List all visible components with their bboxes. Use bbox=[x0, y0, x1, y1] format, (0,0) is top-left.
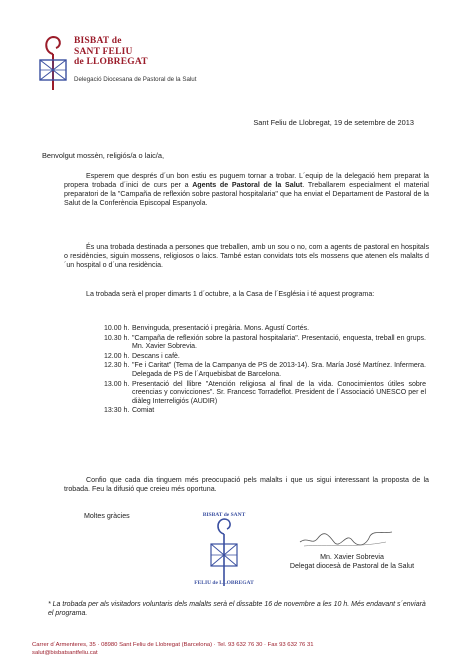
stamp-text-top: BISBAT de SANT bbox=[202, 512, 246, 518]
stamp-text-bottom: FELIU de LLOBREGAT bbox=[194, 580, 254, 586]
closing: Moltes gràcies bbox=[84, 512, 130, 520]
schedule-desc: "Campaña de reflexión sobre la pastoral hospitalaria". Presentació, enquesta, treball en grups. Mn. Xavier Sobrevia. bbox=[132, 334, 426, 351]
schedule-item bbox=[104, 362, 426, 379]
diocese-logo bbox=[34, 32, 72, 92]
schedule-item bbox=[104, 353, 426, 362]
schedule-desc: "Fe i Caritat" (Tema de la Campanya de PS de 2013-14). Sra. María José Martínez. Infermera. Delegada de PS de l´Arquebisbat de Barcelona. bbox=[132, 362, 426, 378]
stamp-seal-icon bbox=[178, 510, 270, 590]
brand-name bbox=[74, 36, 148, 68]
paragraph-1-end: . Treballarem especialment el material preparatori de la "Campaña de reflexión sobre pastoral hospitalaria" que ha enviat el Departament de Pastoral de la Salut de la Conferència Episcopal Espanyola. bbox=[64, 181, 430, 207]
paragraph-4: Confio que cada dia tinguem més preocupació pels malalts i que us sigui interessant la proposta de la trobada. Feu la difusió que creieu més oportuna. bbox=[64, 476, 429, 493]
paragraph-3: La trobada serà el proper dimarts 1 d´octubre, a la Casa de l´Església i té aquest programa: bbox=[86, 290, 375, 298]
schedule-time: 12.30 h. bbox=[104, 362, 130, 370]
schedule-time: 13:30 h. bbox=[104, 407, 130, 415]
schedule-item bbox=[104, 407, 426, 416]
letter-date: Sant Feliu de Llobregat, 19 de setembre de 2013 bbox=[253, 118, 414, 127]
signer-name: Mn. Xavier Sobrevia bbox=[320, 553, 384, 561]
schedule-time: 12.00 h. bbox=[104, 352, 130, 360]
footnote: * La trobada per als visitadors voluntaris dels malalts serà el dissabte 16 de novembre a les 10 h. Més endavant s´enviarà el programa. bbox=[48, 601, 426, 617]
signature-scribble-icon bbox=[296, 524, 396, 554]
schedule-time: 10.00 h. bbox=[104, 325, 130, 332]
schedule-desc: Comiat bbox=[132, 407, 155, 415]
schedule-desc: Benvinguda, presentació i pregària. Mons. Agustí Cortés. bbox=[132, 325, 310, 332]
schedule-item bbox=[104, 381, 426, 407]
signer-title: Delegat diocesà de Pastoral de la Salut bbox=[289, 562, 415, 570]
brand-line-3: de LLOBREGAT bbox=[74, 57, 148, 67]
footer-address: Carrer d´Armenteres, 35 · 08980 Sant Feliu de Llobregat (Barcelona) · Tel. 93 632 76 30 · Fax 93 632 76 31 bbox=[32, 642, 314, 648]
paragraph-1-start: Esperem que després d´un bon estiu es puguem tornar a trobar. L´equip de la delegació hem preparat la propera trobada d´inici de curs per a bbox=[64, 172, 429, 189]
paragraph-2: És una trobada destinada a persones que treballen, amb un sou o no, com a agents de pastoral en hospitals o residències, siguin mossens, religiosos o laics. També estan convidats tots els mossens que atenen els malalts d´un hospital o d´una residència. bbox=[64, 243, 429, 269]
handwritten-signature bbox=[296, 524, 396, 554]
greeting: Benvolgut mossèn, religiós/a o laic/a, bbox=[42, 151, 165, 160]
official-stamp bbox=[178, 510, 270, 590]
schedule-item bbox=[104, 335, 426, 352]
crozier-cross-icon bbox=[34, 32, 72, 92]
schedule-item bbox=[104, 325, 426, 334]
schedule-desc: Descans i cafè. bbox=[132, 352, 180, 360]
brand-line-1: BISBAT de bbox=[74, 36, 122, 46]
schedule-time: 13.00 h. bbox=[104, 380, 130, 388]
paragraph-1 bbox=[64, 172, 429, 208]
department-name: Delegació Diocesana de Pastoral de la Salut bbox=[74, 76, 197, 83]
letter-footer bbox=[32, 641, 452, 657]
signature-block bbox=[272, 553, 432, 571]
footer-email[interactable]: salut@bisbatsantfeliu.cat bbox=[32, 650, 98, 656]
schedule-desc: Presentació del llibre "Atención religiosa al final de la vida. Conocimientos útiles sobre creencias y convicciones". Sr. Francesc Torradeflot. President de l´Associació UNESCO per el diàleg Interreligiós (AUDIR) bbox=[132, 380, 426, 405]
schedule-time: 10.30 h. bbox=[104, 334, 130, 342]
paragraph-1-bold: Agents de Pastoral de la Salut bbox=[192, 181, 303, 189]
schedule-list bbox=[104, 325, 426, 416]
brand-line-2: SANT FELIU bbox=[74, 46, 133, 57]
